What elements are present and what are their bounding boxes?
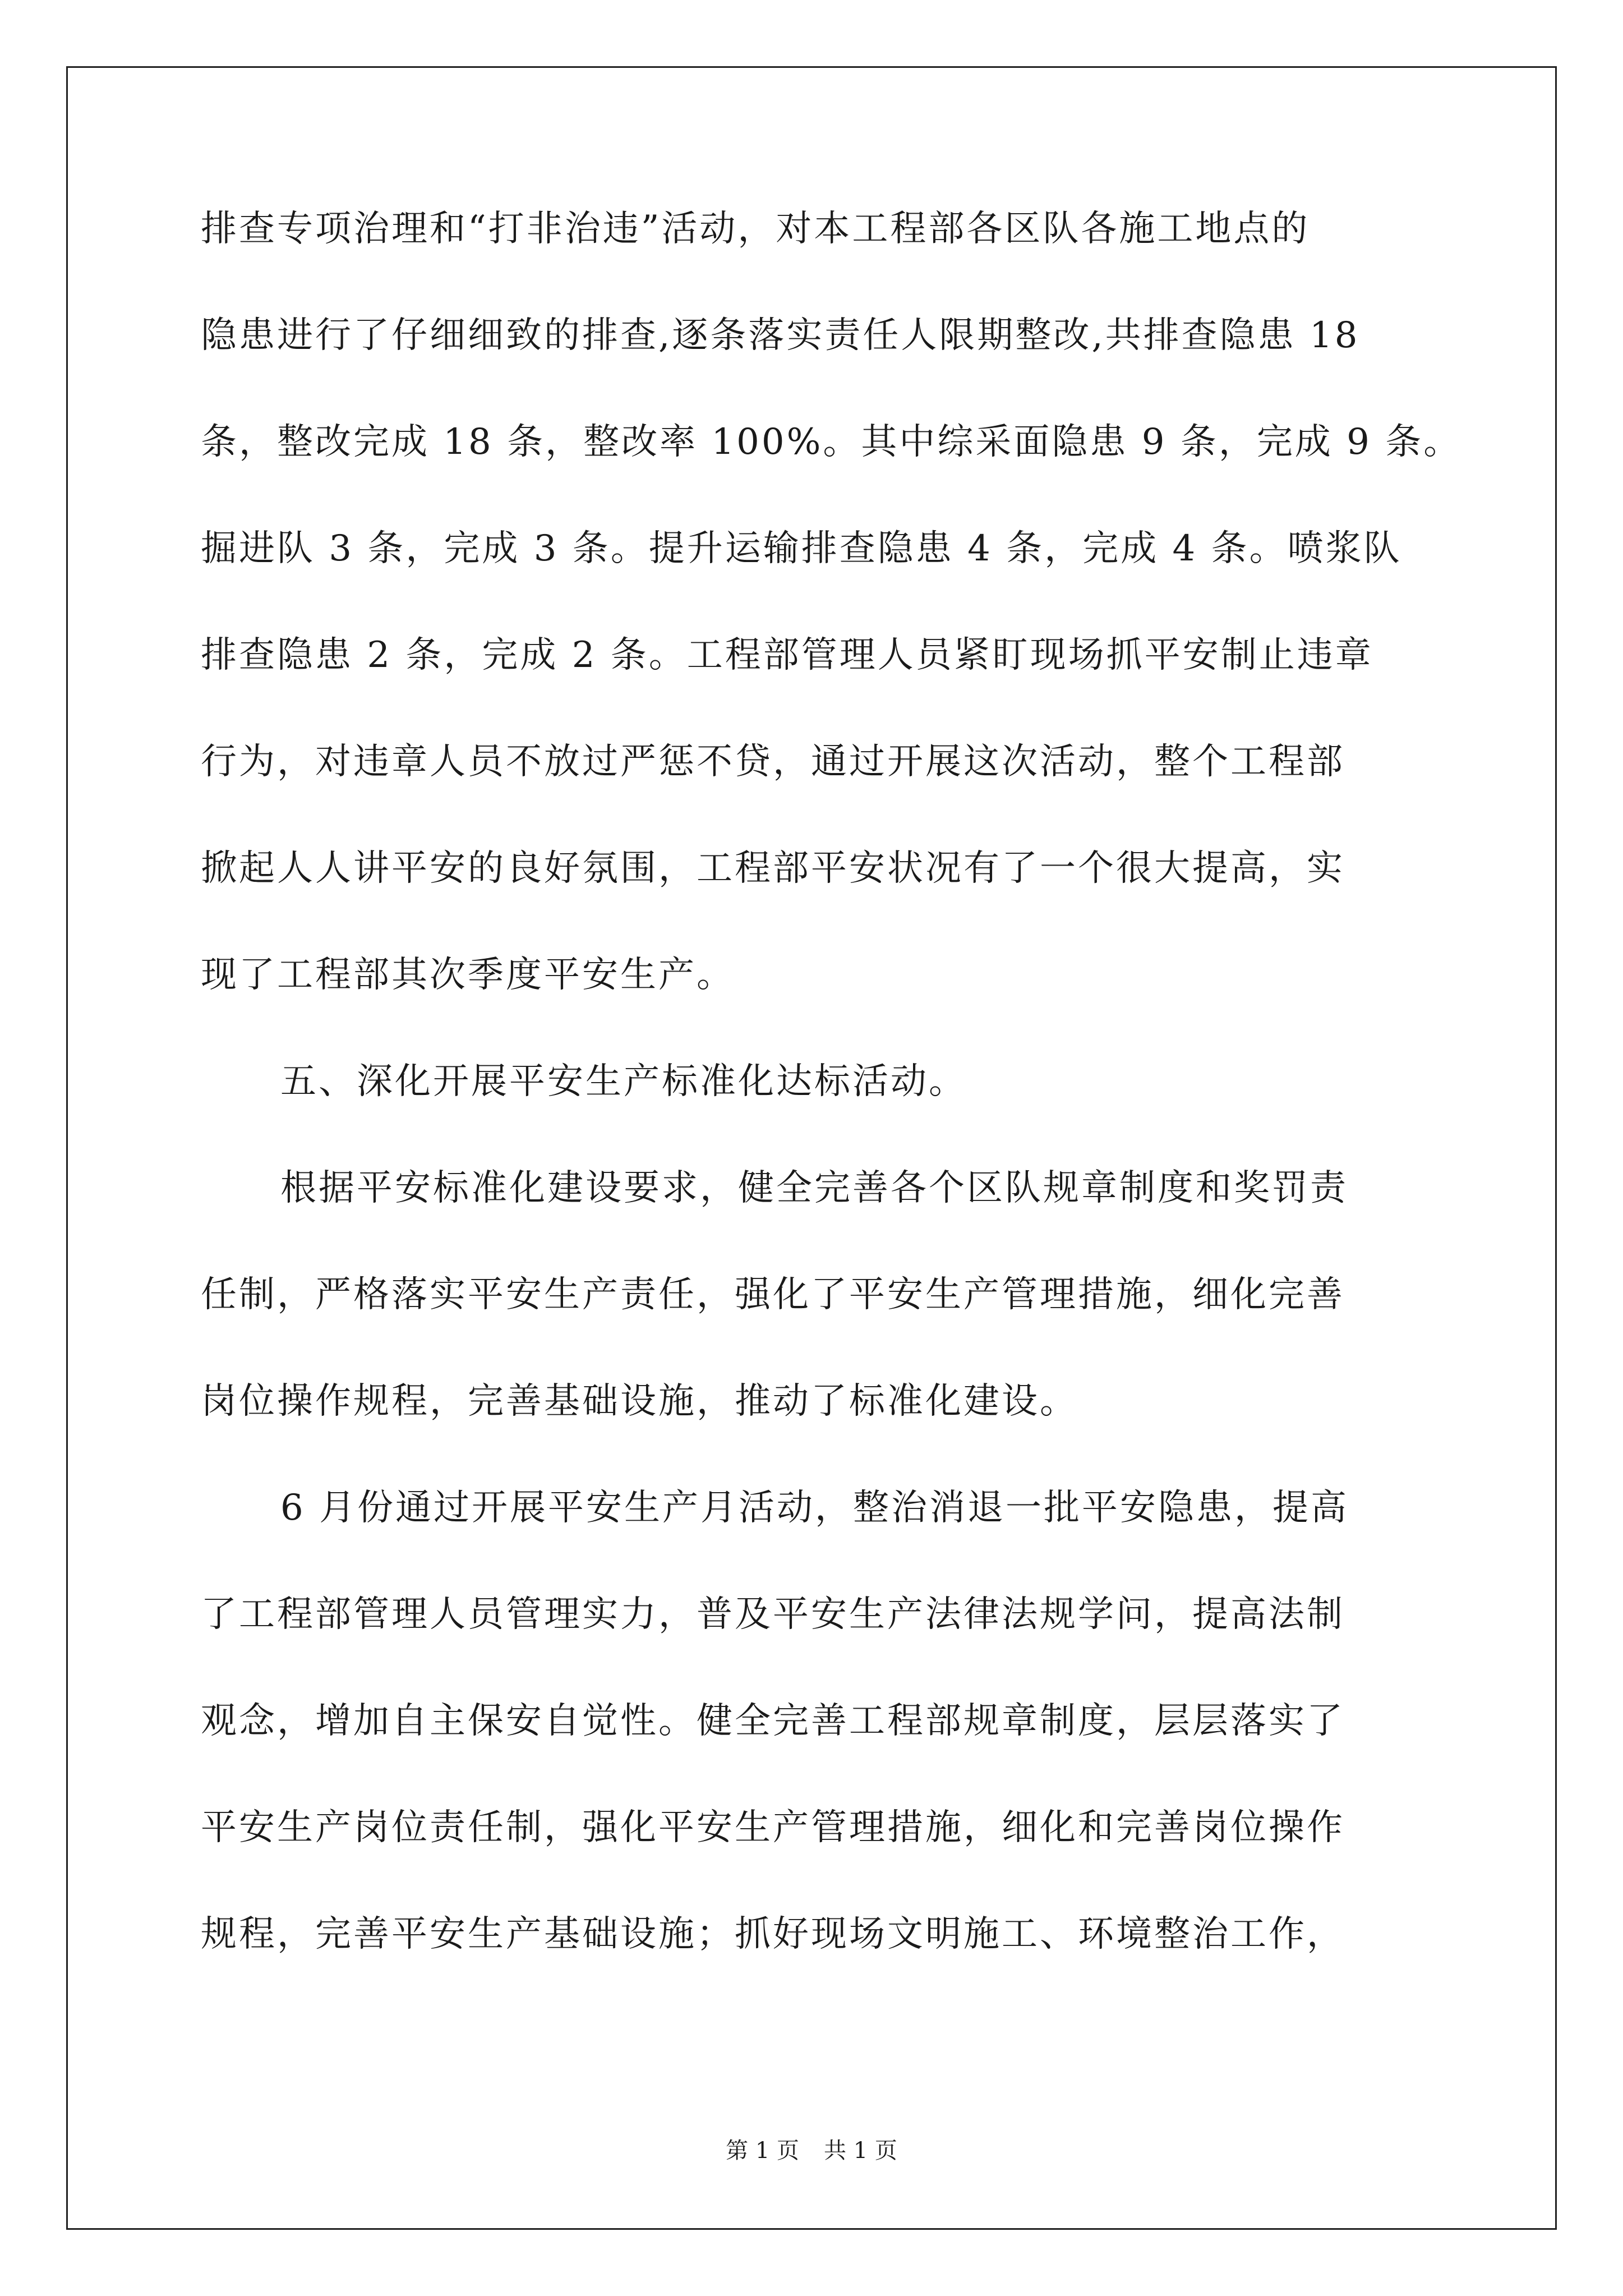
text-line-1: 排查专项治理和“打非治违”活动，对本工程部各区队各施工地点的: [201, 208, 1310, 250]
text-line-12: 岗位操作规程，完善基础设施，推动了标准化建设。: [201, 1381, 1078, 1422]
text-line-5: 排查隐患 2 条，完成 2 条。工程部管理人员紧盯现场抓平安制止违章: [201, 634, 1373, 676]
text-line-16: 平安生产岗位责任制，强化平安生产管理措施，细化和完善岗位操作: [201, 1807, 1345, 1848]
text-line-3: 条，整改完成 18 条，整改率 100%。其中综采面隐患 9 条，完成 9 条。: [201, 421, 1462, 463]
page-footer: [0, 2135, 1623, 2166]
text-line-8: 现了工程部其次季度平安生产。: [201, 954, 735, 996]
text-line-7: 掀起人人讲平安的良好氛围，工程部平安状况有了一个很大提高，实: [201, 848, 1345, 889]
text-line-2: 隐患进行了仔细细致的排查,逐条落实责任人限期整改,共排查隐患 18: [201, 315, 1360, 356]
text-line-11: 任制，严格落实平安生产责任，强化了平安生产管理措施，细化完善: [201, 1274, 1345, 1315]
text-line-14: 了工程部管理人员管理实力，普及平安生产法律法规学问，提高法制: [201, 1594, 1345, 1635]
text-line-10: 根据平安标准化建设要求，健全完善各个区队规章制度和奖罚责: [280, 1167, 1348, 1209]
page-border: [66, 66, 1557, 2230]
text-line-17: 规程，完善平安生产基础设施；抓好现场文明施工、环境整治工作，: [201, 1913, 1345, 1955]
text-line-13: 6 月份通过开展平安生产月活动，整治消退一批平安隐患，提高: [280, 1487, 1349, 1529]
text-line-6: 行为，对违章人员不放过严惩不贷，通过开展这次活动，整个工程部: [201, 741, 1345, 783]
section-heading: 五、深化开展平安生产标准化达标活动。: [280, 1061, 967, 1102]
text-line-15: 观念，增加自主保安自觉性。健全完善工程部规章制度，层层落实了: [201, 1700, 1345, 1742]
page-total: 共 1 页: [824, 2138, 897, 2164]
page-number: 第 1 页: [726, 2138, 799, 2164]
text-line-4: 掘进队 3 条，完成 3 条。提升运输排查隐患 4 条，完成 4 条。喷浆队: [201, 528, 1402, 569]
